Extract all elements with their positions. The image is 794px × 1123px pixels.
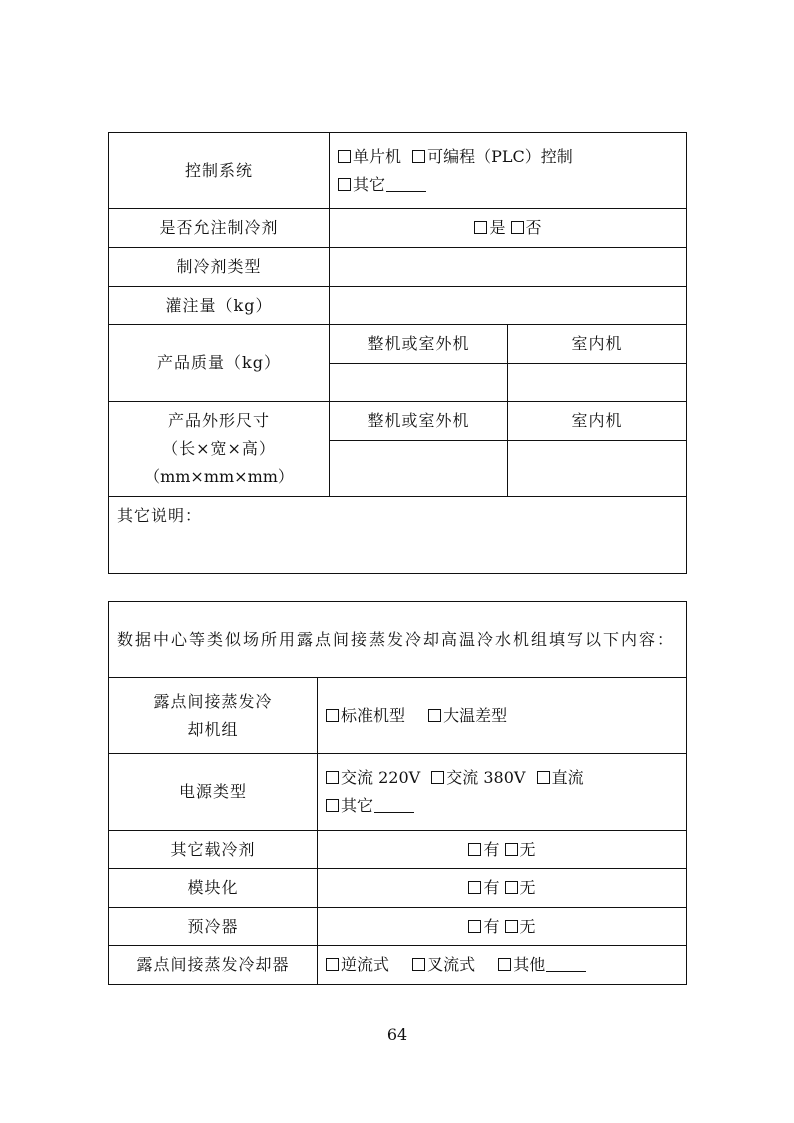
ac220-checkbox[interactable] bbox=[326, 771, 339, 784]
dims-indoor-value[interactable] bbox=[508, 441, 687, 497]
dims-label-line2: （长×宽×高） bbox=[162, 439, 276, 458]
precooler-yes-checkbox[interactable] bbox=[468, 920, 481, 933]
standard-model-label: 标准机型 bbox=[341, 705, 406, 725]
modular-yes-checkbox[interactable] bbox=[468, 881, 481, 894]
mass-indoor-header: 室内机 bbox=[508, 325, 687, 364]
refrigerant-type-row bbox=[109, 248, 687, 287]
power-label: 电源类型 bbox=[109, 754, 318, 831]
crossflow-checkbox[interactable] bbox=[412, 958, 425, 971]
modular-label: 模块化 bbox=[109, 869, 318, 908]
power-other-label: 其它 bbox=[341, 796, 374, 815]
ac380-checkbox[interactable] bbox=[431, 771, 444, 784]
modular-no-checkbox[interactable] bbox=[505, 881, 518, 894]
product-spec-table bbox=[108, 132, 687, 574]
other-refrigerant-no-label: 无 bbox=[519, 839, 536, 859]
refrigerant-fill-options bbox=[330, 209, 687, 248]
ac220-label: 交流 220V bbox=[341, 768, 421, 787]
large-delta-checkbox[interactable] bbox=[428, 709, 441, 722]
single-chip-label: 单片机 bbox=[353, 146, 402, 166]
control-system-row bbox=[109, 133, 687, 209]
dims-outdoor-header: 整机或室外机 bbox=[330, 402, 508, 441]
counterflow-checkbox[interactable] bbox=[326, 958, 339, 971]
control-other-label: 其它 bbox=[353, 174, 386, 194]
refrigerant-fill-no-checkbox[interactable] bbox=[511, 221, 524, 234]
refrigerant-type-value[interactable] bbox=[330, 248, 687, 287]
counterflow-label: 逆流式 bbox=[341, 955, 390, 974]
mass-outdoor-value[interactable] bbox=[330, 364, 508, 402]
unit-type-options bbox=[318, 678, 687, 754]
cooler-options bbox=[318, 946, 687, 985]
power-other-checkbox[interactable] bbox=[326, 799, 339, 812]
other-refrigerant-row bbox=[109, 831, 687, 869]
dims-label-line3: （mm×mm×mm） bbox=[144, 467, 294, 486]
mass-outdoor-header: 整机或室外机 bbox=[330, 325, 508, 364]
mass-indoor-value[interactable] bbox=[508, 364, 687, 402]
cooler-other-checkbox[interactable] bbox=[498, 958, 511, 971]
dc-checkbox[interactable] bbox=[537, 771, 550, 784]
precooler-no-checkbox[interactable] bbox=[505, 920, 518, 933]
refrigerant-type-label: 制冷剂类型 bbox=[109, 248, 330, 287]
cooler-other-blank[interactable] bbox=[546, 955, 586, 972]
other-refrigerant-no-checkbox[interactable] bbox=[505, 843, 518, 856]
page-number: 64 bbox=[386, 1025, 408, 1044]
cooler-row bbox=[109, 946, 687, 985]
other-refrigerant-label: 其它载冷剂 bbox=[109, 831, 318, 869]
precooler-yes-label: 有 bbox=[483, 916, 500, 936]
refrigerant-fill-yes-label: 是 bbox=[489, 218, 506, 237]
refrigerant-fill-no-label: 否 bbox=[525, 218, 542, 237]
power-row bbox=[109, 754, 687, 831]
precooler-options bbox=[318, 908, 687, 946]
single-chip-checkbox[interactable] bbox=[338, 150, 351, 163]
notes-label[interactable]: 其它说明： bbox=[109, 497, 687, 574]
modular-options bbox=[318, 869, 687, 908]
other-refrigerant-options bbox=[318, 831, 687, 869]
plc-checkbox[interactable] bbox=[412, 150, 425, 163]
other-refrigerant-yes-checkbox[interactable] bbox=[468, 843, 481, 856]
control-system-options bbox=[330, 133, 687, 209]
dc-label: 直流 bbox=[551, 768, 584, 787]
refrigerant-fill-label: 是否允注制冷剂 bbox=[109, 209, 330, 248]
control-other-blank[interactable] bbox=[386, 175, 426, 192]
modular-row bbox=[109, 869, 687, 908]
unit-type-label-line2: 却机组 bbox=[187, 719, 239, 739]
charge-row bbox=[109, 287, 687, 325]
precooler-label: 预冷器 bbox=[109, 908, 318, 946]
unit-type-label bbox=[109, 678, 318, 754]
table2-header-row bbox=[109, 602, 687, 678]
precooler-no-label: 无 bbox=[519, 916, 536, 936]
dims-label bbox=[109, 402, 330, 497]
cooler-other-label: 其他 bbox=[513, 955, 546, 974]
refrigerant-fill-row bbox=[109, 209, 687, 248]
modular-yes-label: 有 bbox=[483, 878, 500, 897]
dew-point-unit-table bbox=[108, 601, 687, 985]
notes-row bbox=[109, 497, 687, 574]
dims-outdoor-value[interactable] bbox=[330, 441, 508, 497]
plc-label: 可编程（PLC）控制 bbox=[427, 146, 573, 166]
mass-header-row bbox=[109, 325, 687, 364]
dims-indoor-header: 室内机 bbox=[508, 402, 687, 441]
charge-value[interactable] bbox=[330, 287, 687, 325]
other-refrigerant-yes-label: 有 bbox=[483, 839, 500, 859]
power-options bbox=[318, 754, 687, 831]
modular-no-label: 无 bbox=[519, 878, 536, 897]
precooler-row bbox=[109, 908, 687, 946]
large-delta-label: 大温差型 bbox=[443, 705, 508, 725]
dims-label-line1: 产品外形尺寸 bbox=[167, 411, 270, 430]
control-system-label: 控制系统 bbox=[109, 133, 330, 209]
unit-type-label-line1: 露点间接蒸发冷 bbox=[153, 691, 273, 711]
dims-header-row bbox=[109, 402, 687, 441]
crossflow-label: 叉流式 bbox=[427, 955, 476, 974]
mass-label: 产品质量（kg） bbox=[109, 325, 330, 402]
ac380-label: 交流 380V bbox=[446, 768, 526, 787]
table2-header: 数据中心等类似场所用露点间接蒸发冷却高温冷水机组填写以下内容： bbox=[109, 602, 687, 678]
charge-label: 灌注量（kg） bbox=[109, 287, 330, 325]
standard-model-checkbox[interactable] bbox=[326, 709, 339, 722]
power-other-blank[interactable] bbox=[374, 796, 414, 813]
control-other-checkbox[interactable] bbox=[338, 178, 351, 191]
unit-type-row bbox=[109, 678, 687, 754]
refrigerant-fill-yes-checkbox[interactable] bbox=[474, 221, 487, 234]
cooler-label: 露点间接蒸发冷却器 bbox=[109, 946, 318, 985]
